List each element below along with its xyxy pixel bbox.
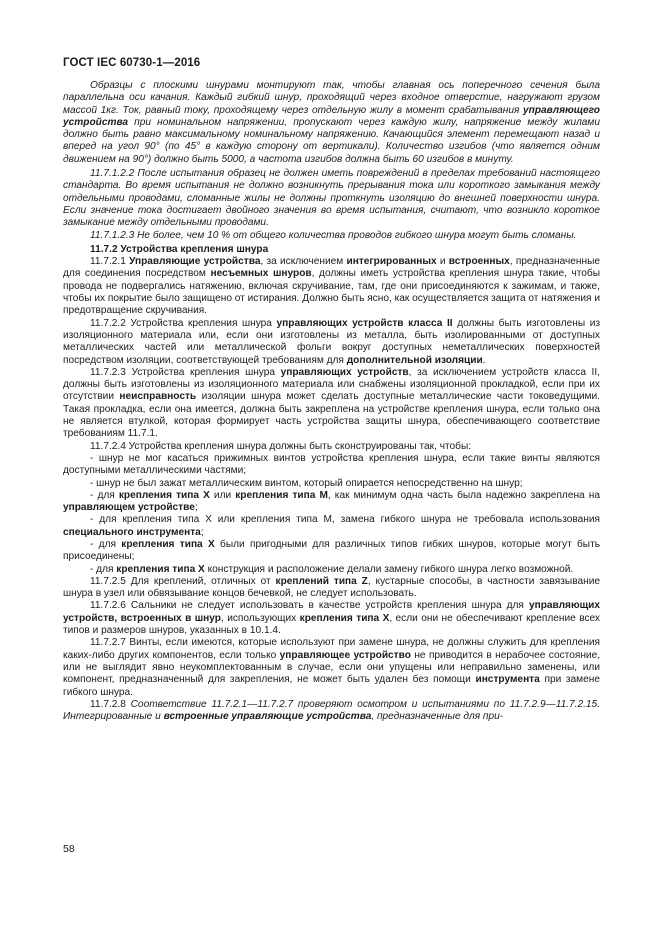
paragraph-11-7-2-5: 11.7.2.5 Для креплений, отличных от креплений типа Z, кустарные способы, в частности завязывание шнура в узел или обвязывание концов бечевкой, не следует использовать. — [63, 575, 600, 600]
paragraph-11-7-2-6: 11.7.2.6 Сальники не следует использовать в качестве устройств крепления шнура для управляющих устройств, встроенных в шнур, использующих крепления типа X, если они не обеспечивают крепление всех типов и размеров шнуров, указанных в 10.1.4. — [63, 600, 600, 637]
paragraph-11-7-2-8: 11.7.2.8 Соответствие 11.7.2.1—11.7.2.7 проверяют осмотром и испытаниями по 11.7.2.9—11.7.2.15. Интегрированные и встроенные управляющие устройства, предназначенные для при- — [63, 698, 601, 723]
page-body — [63, 80, 600, 723]
page-number: 58 — [63, 843, 75, 855]
paragraph-11-7-2-1: 11.7.2.1 Управляющие устройства, за исключением интегрированных и встроенных, предназначенные для соединения посредством несъемных шнуров, должны иметь устройства крепления шнура такие, чтобы провода не подвергались натяжению, включая скручивание, там, где они присоединяются к зажимам, и также, чтобы их покрытие было защищено от истирания. Должно быть ясно, как осуществляется защита от натяжения и предотвращение скручивания. — [63, 256, 600, 317]
paragraph-flat-cords-test: Образцы с плоскими шнурами монтируют так, чтобы главная ось поперечного сечения была параллельна оси качания. Каждый гибкий шнур, проходящий через входное отверстие, нагружают грузом массой 1кг. Ток, равный току, проходящему через отдельную жилу в момент срабатывания управляющего устройства при номинальном напряжении, пропускают через каждую жилу, напряжение между жилами должно быть равно максимальному номинальному напряжению. Качающийся элемент перемещают назад и вперед на угол 90° (по 45° в каждую сторону от вертикали). Количество изгибов (что является одним движением на 90°) должно быть 5000, а частота изгибов должна быть 60 изгибов в минуту. — [63, 80, 600, 165]
paragraph-11-7-1-2-3: 11.7.1.2.3 Не более, чем 10 % от общего количества проводов гибкого шнура могут быть сломаны. — [90, 229, 577, 241]
standard-header: ГОСТ IEC 60730-1—2016 — [63, 57, 201, 69]
list-item: - для крепления типа X конструкция и расположение делали замену гибкого шнура легко возможной. — [90, 563, 574, 575]
list-item: - шнур не мог касаться прижимных винтов устройства крепления шнура, если такие винты являются доступными металлическими частями; — [63, 452, 600, 477]
paragraph-11-7-2-4: 11.7.2.4 Устройства крепления шнура должны быть сконструированы так, чтобы: — [90, 440, 472, 452]
paragraph-11-7-1-2-2: 11.7.1.2.2 После испытания образец не должен иметь повреждений в пределах требований настоящего стандарта. Во время испытания не должно возникнуть прерывания тока или короткого замыкания между отдельными проводами, сломанные жилы не должны проткнуть изоляцию до внешней поверхности шнура. Если значение тока достигает двойного значения во время испытания, считают, что возникло короткое замыкание между отдельными проводами. — [63, 168, 600, 229]
paragraph-11-7-2-2: 11.7.2.2 Устройства крепления шнура управляющих устройств класса II должны быть изготовлены из изоляционного материала или, если они изготовлены из металла, быть изолированными от доступных металлических частей или металлической фольги вокруг доступных неметаллических поверхностей посредством изоляции, соответствующей требованиям для дополнительной изоляции. — [63, 317, 600, 366]
list-item: - для крепления типа X или крепления типа M, замена гибкого шнура не требовала использования специального инструмента; — [63, 514, 600, 538]
paragraph-11-7-2-7: 11.7.2.7 Винты, если имеются, которые используют при замене шнура, не должны служить для крепления каких-либо других компонентов, если только управляющее устройство не приводится в нерабочее состояние, или не выглядит явно неукомплектованным в случае, если они упущены или неправильно заменены, или компонент, предназначенный для закрепления, не может быть удален без помощи инструмента при замене гибкого шнура. — [63, 637, 601, 698]
list-item: - шнур не был зажат металлическим винтом, который опирается непосредственно на шнур; — [90, 477, 523, 489]
paragraph-11-7-2-3: 11.7.2.3 Устройства крепления шнура управляющих устройств, за исключением устройств класса II, должны быть изготовлены из изоляционного материала или снабжены изоляционной прокладкой, если при их отсутствии неисправность изоляции шнура может сделать доступные металлические части токоведущими. Такая прокладка, если она имеется, должна быть закреплена на устройстве крепления шнура, если только она не является втулкой, которая формирует часть устройства защиты шнура, обеспечивающего соответствие требованиям 11.7.1. — [63, 366, 600, 440]
list-item: - для крепления типа X были пригодными для различных типов гибких шнуров, которые могут быть присоединены; — [63, 538, 600, 563]
list-item: - для крепления типа X или крепления типа M, как минимум одна часть была надежно закреплена на управляющем устройстве; — [63, 489, 600, 514]
section-heading-11-7-2: 11.7.2 Устройства крепления шнура — [90, 243, 269, 255]
